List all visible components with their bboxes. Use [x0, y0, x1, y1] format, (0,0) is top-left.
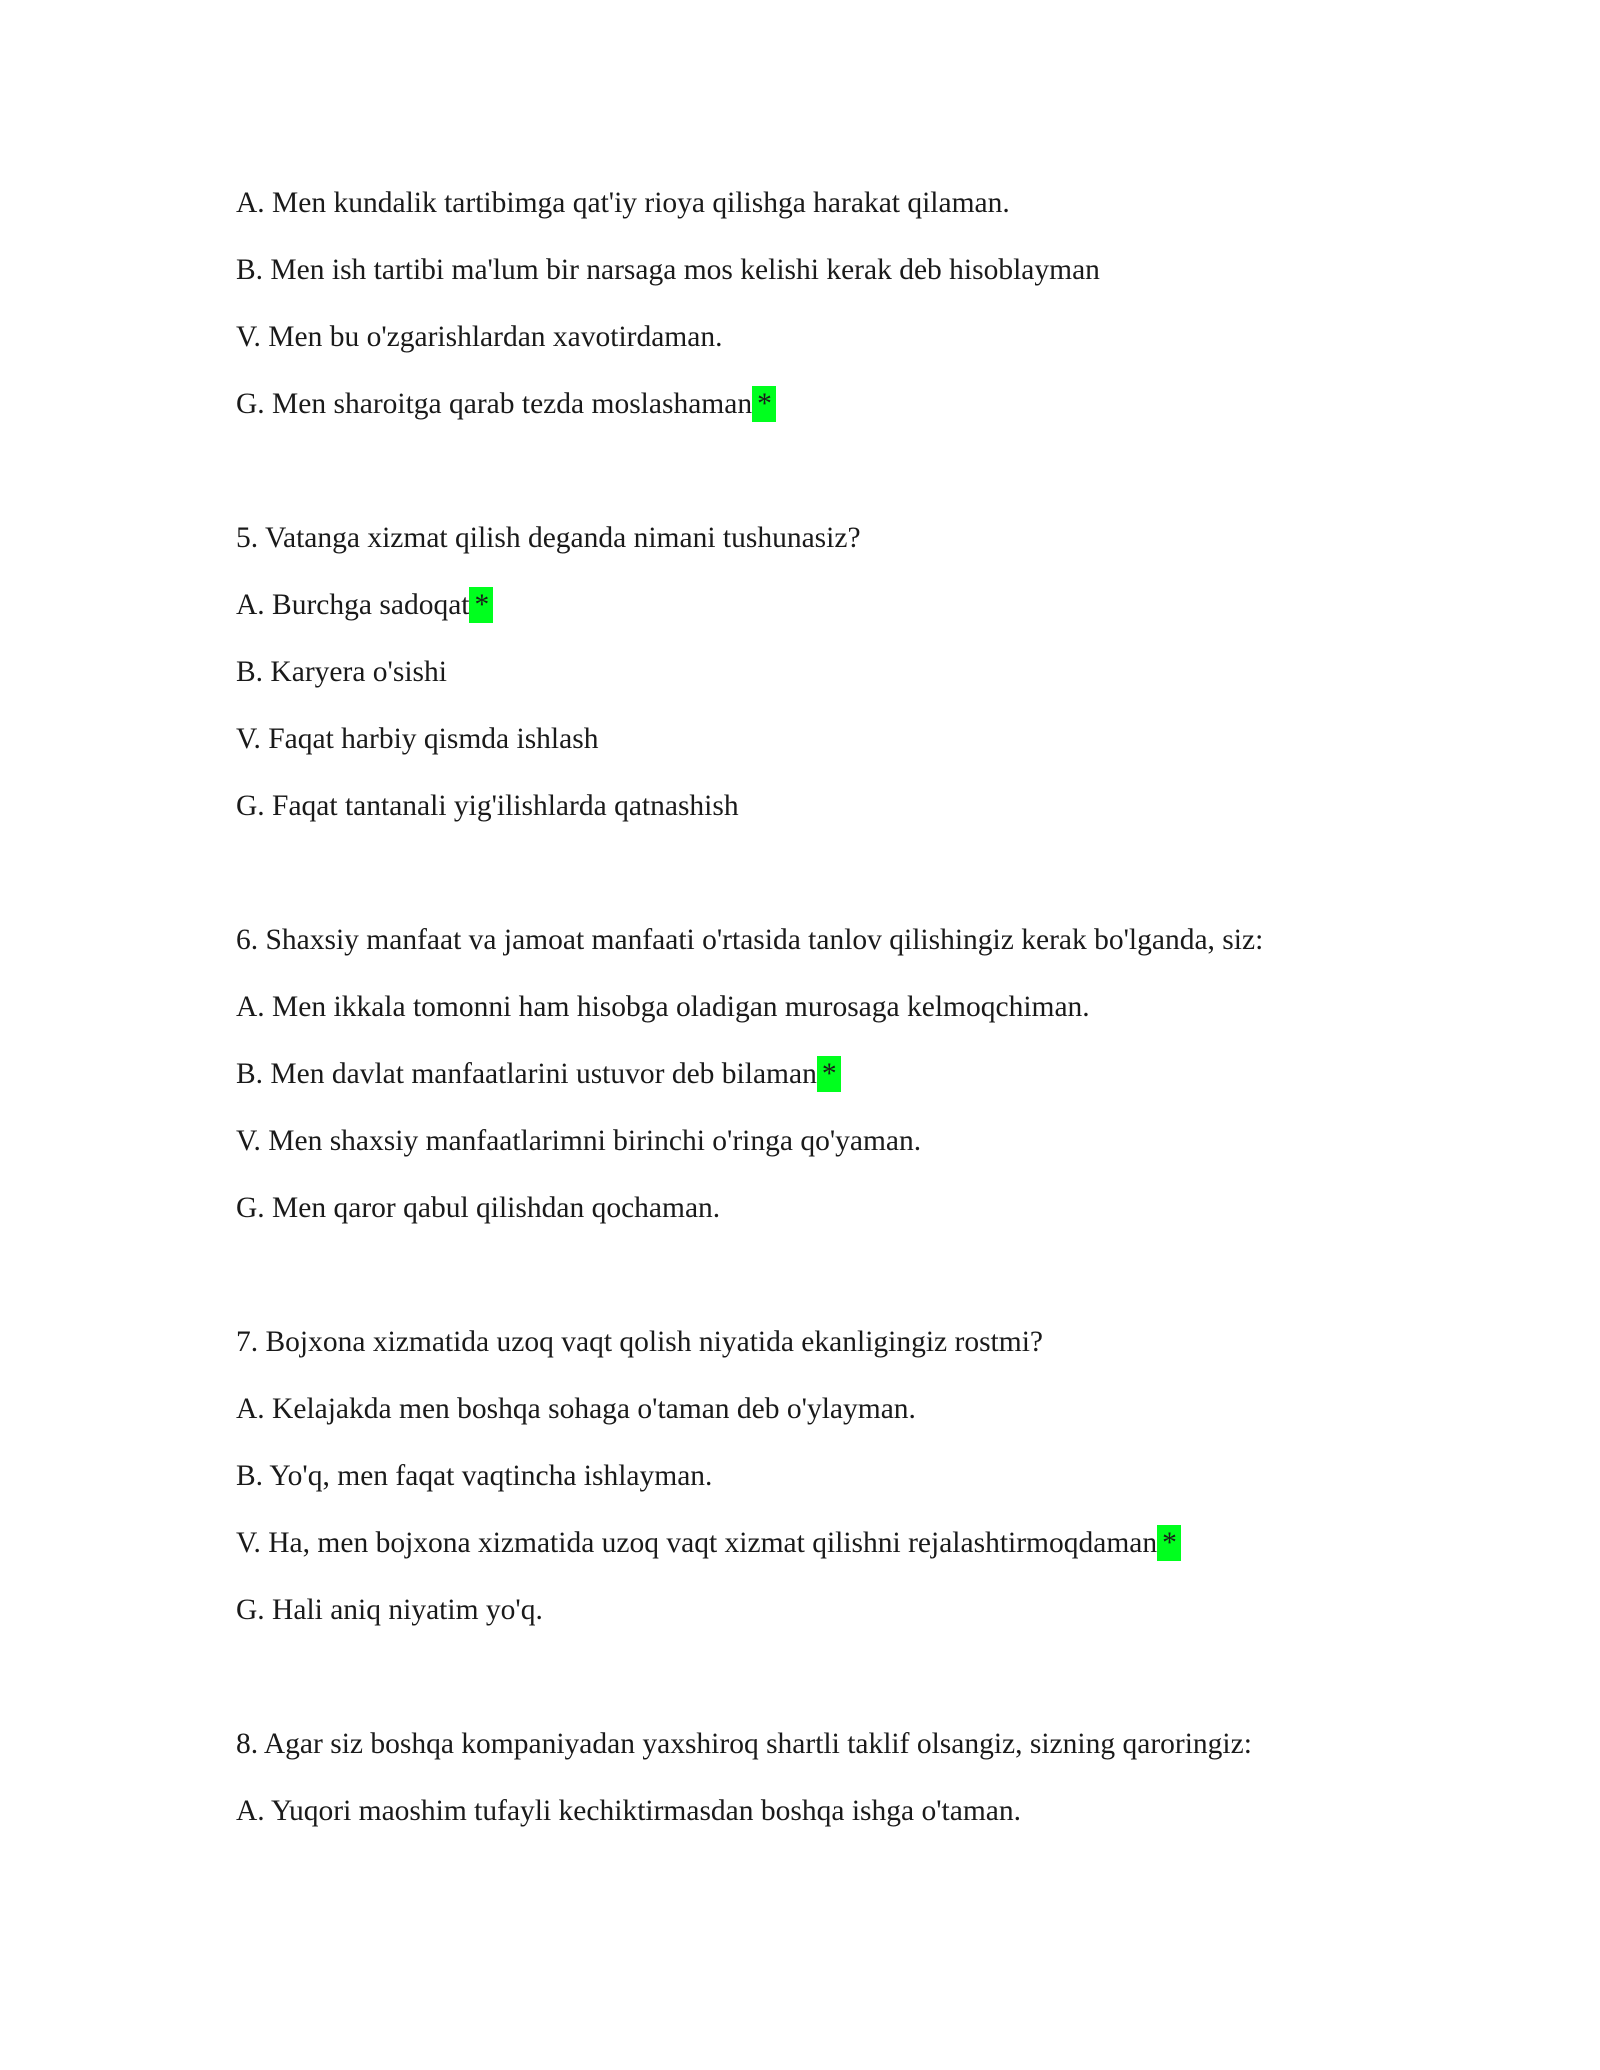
- option-text: A. Men ikkala tomonni ham hisobga oladigan murosaga kelmoqchiman.: [236, 991, 1090, 1023]
- option-line: [236, 1791, 1021, 1831]
- option-text: V. Faqat harbiy qismda ishlash: [236, 723, 599, 755]
- correct-answer-marker: *: [1157, 1525, 1181, 1561]
- option-text: B. Men davlat manfaatlarini ustuvor deb bilaman: [236, 1058, 817, 1090]
- option-line: [236, 1590, 543, 1630]
- question-text: 7. Bojxona xizmatida uzoq vaqt qolish niyatida ekanligingiz rostmi?: [236, 1326, 1043, 1358]
- question-title: [236, 920, 1263, 960]
- question-title: [236, 1724, 1252, 1764]
- question-title: [236, 1322, 1043, 1362]
- option-line: [236, 987, 1090, 1027]
- option-line: [236, 1121, 921, 1161]
- option-text: V. Ha, men bojxona xizmatida uzoq vaqt xizmat qilishni rejalashtirmoqdaman: [236, 1527, 1158, 1559]
- option-text: G. Faqat tantanali yig'ilishlarda qatnashish: [236, 790, 739, 822]
- option-text: G. Men qaror qabul qilishdan qochaman.: [236, 1192, 721, 1224]
- option-text: A. Kelajakda men boshqa sohaga o'taman deb o'ylayman.: [236, 1393, 916, 1425]
- question-text: 5. Vatanga xizmat qilish deganda nimani tushunasiz?: [236, 522, 861, 554]
- option-text: B. Karyera o'sishi: [236, 656, 447, 688]
- question-text: 6. Shaxsiy manfaat va jamoat manfaati o'rtasida tanlov qilishingiz kerak bo'lganda, siz:: [236, 924, 1264, 956]
- option-line: [236, 183, 1010, 223]
- question-title: [236, 518, 861, 558]
- correct-answer-marker: *: [469, 587, 493, 623]
- option-line: [236, 652, 447, 692]
- option-line: [236, 1523, 1181, 1563]
- option-text: V. Men shaxsiy manfaatlarimni birinchi o'ringa qo'yaman.: [236, 1125, 922, 1157]
- option-line: [236, 250, 1100, 290]
- option-line: [236, 585, 493, 625]
- option-text: G. Hali aniq niyatim yo'q.: [236, 1594, 543, 1626]
- option-line: [236, 1054, 841, 1094]
- correct-answer-marker: *: [752, 386, 776, 422]
- question-text: 8. Agar siz boshqa kompaniyadan yaxshiroq shartli taklif olsangiz, sizning qaroringiz:: [236, 1728, 1252, 1760]
- option-text: B. Men ish tartibi ma'lum bir narsaga mos kelishi kerak deb hisoblayman: [236, 254, 1100, 286]
- option-text: G. Men sharoitga qarab tezda moslashaman: [236, 388, 753, 420]
- correct-answer-marker: *: [817, 1056, 841, 1092]
- option-line: [236, 384, 776, 424]
- option-text: A. Burchga sadoqat: [236, 589, 470, 621]
- option-line: [236, 786, 739, 826]
- option-line: [236, 1456, 712, 1496]
- option-line: [236, 317, 722, 357]
- option-line: [236, 1389, 916, 1429]
- option-line: [236, 1188, 720, 1228]
- option-text: B. Yo'q, men faqat vaqtincha ishlayman.: [236, 1460, 713, 1492]
- option-text: A. Yuqori maoshim tufayli kechiktirmasdan boshqa ishga o'taman.: [236, 1795, 1022, 1827]
- option-text: V. Men bu o'zgarishlardan xavotirdaman.: [236, 321, 723, 353]
- option-text: A. Men kundalik tartibimga qat'iy rioya qilishga harakat qilaman.: [236, 187, 1010, 219]
- option-line: [236, 719, 598, 759]
